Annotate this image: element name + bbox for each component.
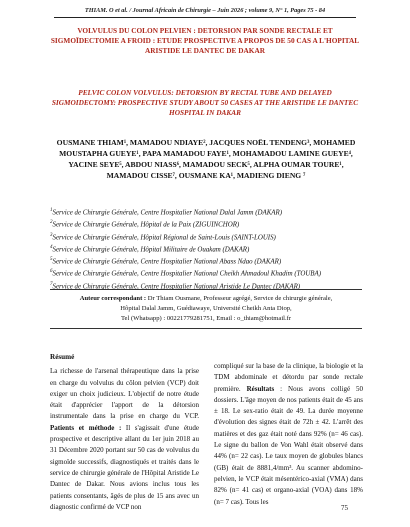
abstract-text: Il s'agissait d'une étude prospective et descriptive allant du 1er juin 2018 au 31 Décembre 2020 portant sur 50 cas de volvulus du sigmoïde successifs, diagnostiqués et traités dans le service de chirurgie générale de l'Hôpital Aristide Le Dantec de Dakar. Nous avions inclus tous les patients consentants, âgés de plus de 15 ans avec un diagnostic confirmé de VCP non: [50, 423, 199, 511]
affiliation-text: Service de Chirurgie Générale, Centre Hospitalier National Dalal Jamm (DAKAR): [52, 209, 283, 217]
affiliation-item: [50, 231, 370, 243]
affiliation-number: 6: [50, 269, 53, 275]
affiliation-number: 2: [50, 220, 53, 226]
affiliation-number: 4: [50, 244, 53, 250]
correspondence-block: [50, 294, 362, 324]
abstract-paragraph: [214, 361, 363, 508]
correspondence-line: Tel (Whatsapp) : 00221779281751, Email : o_thiam@hotmail.fr: [120, 315, 292, 322]
affiliation-item: [50, 243, 370, 255]
affiliation-item: [50, 280, 370, 292]
abstract-text: compliqué sur la base de la clinique, la biologie et la TDM abdominale et détordu par sonde rectale première.: [214, 362, 363, 393]
correspondence-line: [50, 294, 362, 304]
affiliation-number: 1: [50, 208, 53, 213]
abstract-heading: Résumé: [50, 353, 75, 361]
article-title-english: PELVIC COLON VOLVULUS: DETORSION BY RECTAL TUBE AND DELAYED SIGMOIDECTOMY: PROSPECTIVE STUDY ABOUT 50 CASES AT THE ARISTIDE LE DANTEC HOSPITAL IN DAKAR: [51, 88, 359, 117]
affiliation-number: 7: [50, 281, 53, 287]
abstract-text: La richesse de l'arsenal thérapeutique dans la prise en charge du volvulus du côlon pelvien (VCP) doit exiger un choix judicieux. L'objectif de notre étude était d'apprécier l'apport de la détorsion instrumentale dans la prise en charge du VCP.: [50, 367, 199, 421]
affiliation-text: Service de Chirurgie Générale, Hôpital Régional de Saint-Louis (SAINT-LOUIS): [52, 233, 276, 241]
abstract-text: : Nous avons colligé 50 dossiers. L'âge moyen de nos patients était de 45 ans ± 18. Le sex-ratio était de 49. La durée moyenne d'évolution des signes était de 72h ± 42. L'arrêt des matières et des gaz était noté dans 92% (n= 46 cas). Le signe du ballon de Von Wahl était observé dans 44% (n= 22 cas). Le taux moyen de globules blancs (GB) était de 8881,4/mm³. Au scanner abdomino-pelvien, le VCP était mésentérico-axial (VMA) dans 82% (n= 41 cas) et organo-axial (VOA) dans 18% (n= 7 cas). Tous les: [214, 384, 364, 506]
methods-label: Patients et méthode :: [50, 423, 122, 432]
correspondence-top-rule: [50, 289, 362, 290]
affiliation-text: Service de Chirurgie Générale, Centre Hospitalier National Cheikh Ahmadoul Khadim (TOUBA): [52, 270, 322, 278]
affiliation-item: [50, 218, 370, 230]
author-list: OUSMANE THIAM¹, MAMADOU NDIAYE², JACQUES NOËL TENDENG³, MOHAMED MOUSTAPHA GUEYE¹, PAPA MAMADOU FAYE¹, MOHAMADOU LAMINE GUEYE⁴, YACINE SEYE⁵, ABDOU NIASS⁶, MAMADOU SECK⁵, ALPHA OUMAR TOURE¹, MAMADOU CISSE⁷, OUSMANE KA¹, MADIENG DIENG ⁷: [56, 138, 356, 180]
results-label: Résultats: [246, 384, 275, 393]
affiliation-number: 3: [50, 232, 53, 238]
article-title-french: VOLVULUS DU COLON PELVIEN : DETORSION PAR SONDE RECTALE ET SIGMOÏDECTOMIE A FROID : ETUDE PROSPECTIVE A PROPOS DE 50 CAS A L'HOPITAL ARISTIDE LE DANTEC DE DAKAR: [50, 26, 360, 55]
correspondence-line: Hôpital Dalal Jamm, Guédiawaye, Université Cheikh Anta Diop,: [120, 305, 292, 312]
correspondence-text: Dr Thiam Ousmane, Professeur agrégé, Service de chirurgie générale,: [146, 295, 333, 302]
abstract-right-column: [214, 361, 363, 508]
running-header: THIAM. O et al. / Journal Africain de Chirurgie – Juin 2026 ; volume 9, N° 1, Pages 75 - 84: [84, 7, 326, 14]
page-number: 75: [341, 504, 348, 512]
affiliation-text: Service de Chirurgie Générale, Hôpital de la Paix (ZIGUINCHOR): [52, 221, 240, 229]
affiliation-list: [50, 206, 370, 292]
affiliation-item: [50, 255, 370, 267]
affiliation-number: 5: [50, 257, 53, 263]
header-divider: [54, 17, 356, 18]
abstract-paragraph: [50, 366, 199, 513]
affiliation-item: [50, 267, 370, 279]
abstract-left-column: [50, 352, 199, 513]
correspondence-bottom-rule: [50, 328, 362, 329]
affiliation-text: Service de Chirurgie Générale, Hôpital Militaire de Ouakam (DAKAR): [52, 246, 250, 254]
correspondence-label: Auteur correspondant :: [79, 295, 147, 302]
affiliation-text: Service de Chirurgie Générale, Centre Hospitalier National Aristide Le Dantec (DAKAR): [52, 283, 301, 291]
affiliation-item: [50, 206, 370, 218]
affiliation-text: Service de Chirurgie Générale, Centre Hospitalier National Abass Ndao (DAKAR): [52, 258, 282, 266]
